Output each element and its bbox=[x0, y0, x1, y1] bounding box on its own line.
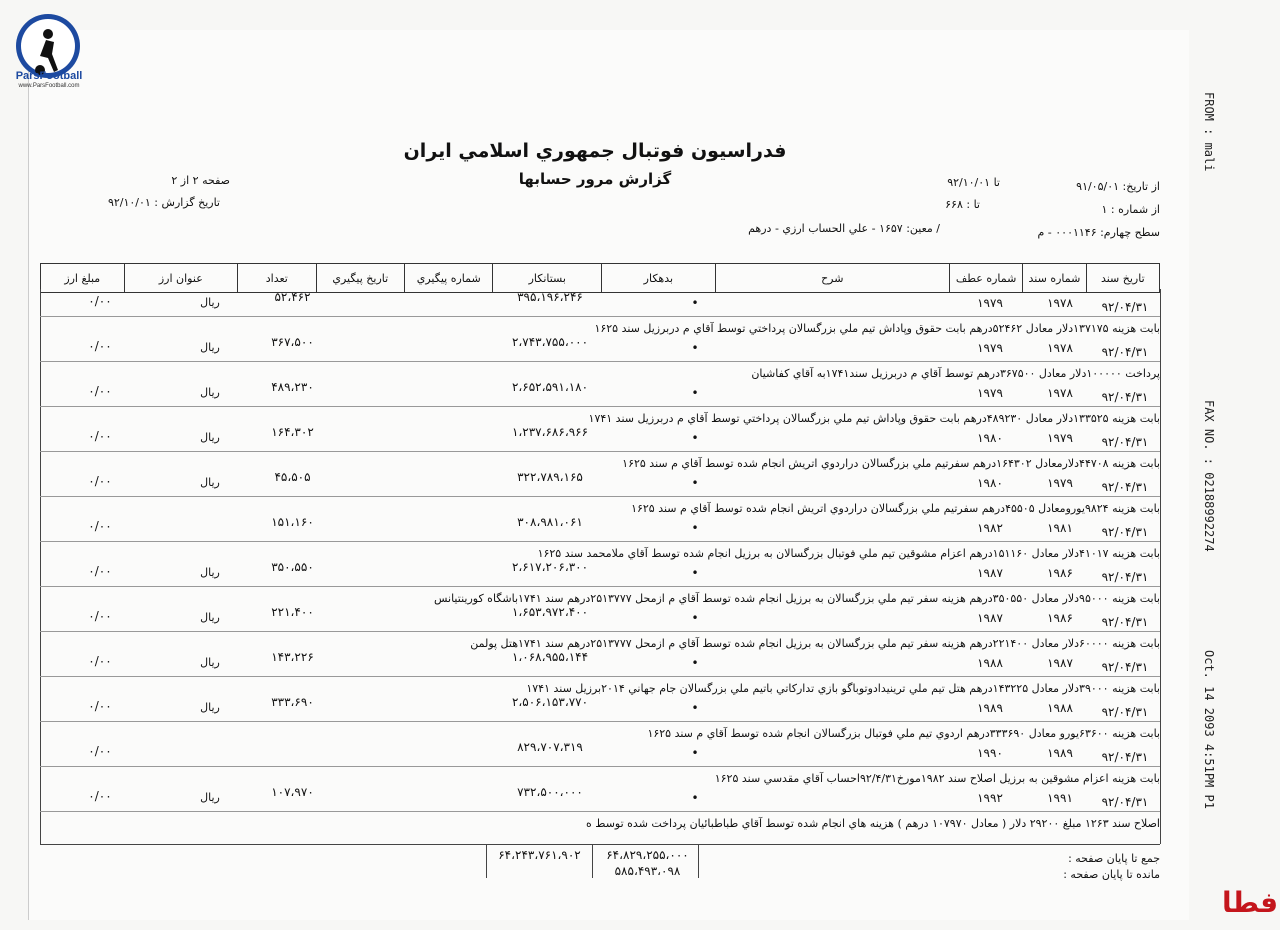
row-description: بابت هزينه ۱۳۷۱۷۵دلار معادل ۵۲۴۶۲درهم بابت حقوق وپاداش تيم ملي بزرگسالان پرداختي توسط آقاي م دربرزيل سند ۱۶۲۵ bbox=[594, 322, 1160, 335]
row-currency-amount: ۰/۰۰ bbox=[88, 609, 112, 623]
row-divider bbox=[40, 721, 1160, 722]
col-credit: بستانكار bbox=[493, 264, 602, 293]
row-count: ۲۲۱،۴۰۰ bbox=[271, 605, 314, 619]
row-ref-number: ۱۹۸۹ bbox=[977, 701, 1003, 715]
row-doc-date: ۹۲/۰۴/۳۱ bbox=[1101, 795, 1149, 809]
row-debit: • bbox=[691, 566, 699, 580]
row-description: بابت هزينه ۹۸۲۴يورومعادل ۴۵۵۰۵درهم سفرتيم ملي بزرگسالان دراردوي اتريش انجام شده توسط آقاي م سند ۱۶۲۵ bbox=[631, 502, 1160, 515]
col-doc-number: شماره سند bbox=[1023, 264, 1086, 293]
row-currency: ريال bbox=[200, 341, 220, 354]
report-date: تاريخ گزارش : ۹۲/۱۰/۰۱ bbox=[107, 196, 220, 209]
row-debit: • bbox=[691, 746, 699, 760]
row-count: ۳۶۷،۵۰۰ bbox=[271, 335, 314, 349]
row-divider bbox=[40, 541, 1160, 542]
row-count: ۱۴۳،۲۲۶ bbox=[271, 650, 314, 664]
watermark-logo: فطا bbox=[1222, 886, 1279, 919]
row-description: بابت هزينه ۹۵۰۰۰دلار معادل ۳۵۰۵۵۰درهم هزينه سفر تيم ملي بزرگسالان به برزيل انجام شده توسط آقاي م ازمحل ۲۵۱۳۷۷۷درهم سند ۱۷۴۱باشگاه كورينتيانس bbox=[434, 592, 1160, 605]
row-count: ۱۶۴،۳۰۲ bbox=[271, 425, 314, 439]
from-date: از تاريخ: ۹۱/۰۵/۰۱ bbox=[1076, 180, 1160, 193]
row-debit: • bbox=[691, 386, 699, 400]
row-doc-number: ۱۹۸۸ bbox=[1047, 701, 1073, 715]
row-currency-amount: ۰/۰۰ bbox=[88, 564, 112, 578]
row-currency-amount: ۰/۰۰ bbox=[88, 654, 112, 668]
row-credit: ۱،۶۵۳،۹۷۲،۴۰۰ bbox=[511, 605, 589, 619]
row-currency: ريال bbox=[200, 656, 220, 669]
row-credit: ۳۲۲،۷۸۹،۱۶۵ bbox=[517, 470, 583, 484]
row-doc-date: ۹۲/۰۴/۳۱ bbox=[1101, 525, 1149, 539]
row-ref-number: ۱۹۸۰ bbox=[977, 476, 1003, 490]
page-title: فدراسيون فوتبال جمهوري اسلامي ايران bbox=[403, 140, 787, 162]
level4-code: سطح چهارم: ۰۰۰۱۱۴۶ - م bbox=[1037, 226, 1160, 239]
row-doc-date: ۹۲/۰۴/۳۱ bbox=[1101, 750, 1149, 764]
row-currency-amount: ۰/۰۰ bbox=[88, 789, 112, 803]
row-currency-amount: ۰/۰۰ bbox=[88, 339, 112, 353]
row-ref-number: ۱۹۷۹ bbox=[977, 386, 1003, 400]
row-currency: ريال bbox=[200, 611, 220, 624]
row-currency: ريال bbox=[200, 386, 220, 399]
to-date: تا ۹۲/۱۰/۰۱ bbox=[947, 176, 1000, 189]
row-divider bbox=[40, 766, 1160, 767]
row-credit: ۲،۶۱۷،۲۰۶،۳۰۰ bbox=[511, 560, 589, 574]
row-description: بابت هزينه ۱۳۳۵۲۵دلار معادل ۴۸۹۲۳۰درهم بابت حقوق وپاداش تيم ملي بزرگسالان پرداختي توسط آقاي م دربرزيل سند ۱۷۴۱ bbox=[588, 412, 1160, 425]
row-currency: ريال bbox=[200, 296, 220, 309]
to-number: تا : ۶۶۸ bbox=[945, 198, 980, 211]
row-currency: ريال bbox=[200, 566, 220, 579]
row-credit: ۲،۷۴۳،۷۵۵،۰۰۰ bbox=[511, 335, 589, 349]
row-currency-amount: ۰/۰۰ bbox=[88, 384, 112, 398]
row-divider bbox=[40, 586, 1160, 587]
row-count: ۱۵۱،۱۶۰ bbox=[271, 515, 314, 529]
row-divider bbox=[40, 361, 1160, 362]
page-total-label: جمع تا پايان صفحه : bbox=[1068, 852, 1160, 865]
row-divider bbox=[40, 316, 1160, 317]
row-divider bbox=[40, 496, 1160, 497]
row-credit: ۲،۶۵۲،۵۹۱،۱۸۰ bbox=[511, 380, 589, 394]
row-currency: ريال bbox=[200, 701, 220, 714]
row-debit: • bbox=[691, 656, 699, 670]
row-description: بابت هزينه ۴۴۷۰۸دلارمعادل ۱۶۴۳۰۲درهم سفرتيم ملي بزرگسالان دراردوي اتريش انجام شده توسط آقاي م سند ۱۶۲۵ bbox=[622, 457, 1160, 470]
col-ref-number: شماره عطف bbox=[949, 264, 1022, 293]
row-debit: • bbox=[691, 341, 699, 355]
row-description: بابت هزينه اعزام مشوقين به برزيل اصلاح سند ۱۹۸۲مورخ۹۲/۴/۳۱احساب آقاي مقدسي سند ۱۶۲۵ bbox=[714, 772, 1160, 785]
row-doc-date: ۹۲/۰۴/۳۱ bbox=[1101, 705, 1149, 719]
row-ref-number: ۱۹۸۷ bbox=[977, 566, 1003, 580]
row-credit: ۳۹۵،۱۹۶،۲۴۶ bbox=[517, 290, 583, 304]
page-total-credit: ۶۴،۲۴۳،۷۶۱،۹۰۲ bbox=[498, 848, 581, 862]
row-divider bbox=[40, 451, 1160, 452]
col-doc-date: تاريخ سند bbox=[1086, 264, 1159, 293]
row-divider bbox=[40, 811, 1160, 812]
row-divider bbox=[40, 631, 1160, 632]
row-ref-number: ۱۹۷۹ bbox=[977, 341, 1003, 355]
row-doc-date: ۹۲/۰۴/۳۱ bbox=[1101, 300, 1149, 314]
row-debit: • bbox=[691, 791, 699, 805]
row-doc-date: ۹۲/۰۴/۳۱ bbox=[1101, 660, 1149, 674]
row-doc-number: ۱۹۸۶ bbox=[1047, 611, 1073, 625]
row-ref-number: ۱۹۹۰ bbox=[977, 746, 1003, 760]
row-doc-date: ۹۲/۰۴/۳۱ bbox=[1101, 345, 1149, 359]
totals-divider bbox=[40, 844, 1160, 845]
row-doc-number: ۱۹۷۸ bbox=[1047, 296, 1073, 310]
fax-number: FAX NO. : 02188992274 bbox=[1202, 400, 1216, 552]
row-ref-number: ۱۹۸۸ bbox=[977, 656, 1003, 670]
row-currency: ريال bbox=[200, 476, 220, 489]
from-number: از شماره : ۱ bbox=[1101, 203, 1160, 216]
row-doc-date: ۹۲/۰۴/۳۱ bbox=[1101, 390, 1149, 404]
row-credit: ۳۰۸،۹۸۱،۰۶۱ bbox=[517, 515, 583, 529]
row-doc-number: ۱۹۸۱ bbox=[1047, 521, 1073, 535]
logo-name: ParsFootball bbox=[15, 70, 83, 82]
col-count: تعداد bbox=[238, 264, 316, 293]
ledger-header bbox=[40, 263, 1160, 293]
level4-account: / معين: ۱۶۵۷ - علي الحساب ارزي - درهم bbox=[748, 222, 940, 235]
row-doc-number: ۱۹۹۱ bbox=[1047, 791, 1073, 805]
row-credit: ۱،۰۶۸،۹۵۵،۱۴۴ bbox=[511, 650, 589, 664]
row-credit: ۱،۲۳۷،۶۸۶،۹۶۶ bbox=[511, 425, 589, 439]
row-ref-number: ۱۹۷۹ bbox=[977, 296, 1003, 310]
row-credit: ۷۳۲،۵۰۰،۰۰۰ bbox=[517, 785, 583, 799]
fax-date: Oct. 14 2093 4:51PM P1 bbox=[1202, 650, 1216, 809]
row-doc-number: ۱۹۸۷ bbox=[1047, 656, 1073, 670]
row-currency: ريال bbox=[200, 791, 220, 804]
row-debit: • bbox=[691, 611, 699, 625]
row-count: ۳۵۰،۵۵۰ bbox=[271, 560, 314, 574]
row-credit: ۲،۵۰۶،۱۵۳،۷۷۰ bbox=[511, 695, 589, 709]
totals-sep-1 bbox=[592, 844, 593, 878]
col-tracking-date: تاريخ پيگيري bbox=[316, 264, 404, 293]
fax-from: FROM : mali bbox=[1202, 92, 1216, 172]
col-currency-amount: مبلغ ارز bbox=[41, 264, 125, 293]
row-credit: ۸۲۹،۷۰۷،۳۱۹ bbox=[517, 740, 583, 754]
row-debit: • bbox=[691, 476, 699, 490]
row-doc-date: ۹۲/۰۴/۳۱ bbox=[1101, 615, 1149, 629]
row-doc-number: ۱۹۷۸ bbox=[1047, 341, 1073, 355]
row-doc-number: ۱۹۷۹ bbox=[1047, 431, 1073, 445]
row-description: بابت هزينه ۴۱۰۱۷دلار معادل ۱۵۱۱۶۰درهم اعزام مشوقين تيم ملي فوتبال بزرگسالان به برزيل انجام شده توسط آقاي ملامحمد سند ۱۶۲۵ bbox=[537, 547, 1160, 560]
ledger-border-left bbox=[40, 289, 41, 844]
row-count: ۵۲،۴۶۲ bbox=[274, 290, 311, 304]
row-description: بابت هزينه ۳۹۰۰۰دلار معادل ۱۴۳۲۲۵درهم هتل تيم ملي ترينيدادوتوباگو بازي تداركاتي باتيم ملي بزرگسالان جام جهاني ۲۰۱۴برزيل سند ۱۷۴۱ bbox=[526, 682, 1160, 695]
totals-sep-2 bbox=[698, 844, 699, 878]
page-subtitle: گزارش مرور حسابها bbox=[518, 170, 672, 188]
row-description: بابت هزينه ۶۰۰۰۰دلار معادل ۲۲۱۴۰۰درهم هزينه سفر تيم ملي بزرگسالان به برزيل انجام شده توسط آقاي م ازمحل ۲۵۱۳۷۷۷درهم سند ۱۷۴۱هتل پولمن bbox=[470, 637, 1160, 650]
row-currency-amount: ۰/۰۰ bbox=[88, 474, 112, 488]
row-currency-amount: ۰/۰۰ bbox=[88, 429, 112, 443]
row-ref-number: ۱۹۸۷ bbox=[977, 611, 1003, 625]
row-doc-date: ۹۲/۰۴/۳۱ bbox=[1101, 435, 1149, 449]
row-count: ۴۵،۵۰۵ bbox=[274, 470, 311, 484]
balance-label: مانده تا پايان صفحه : bbox=[1063, 868, 1160, 881]
row-count: ۱۰۷،۹۷۰ bbox=[271, 785, 314, 799]
row-doc-number: ۱۹۷۹ bbox=[1047, 476, 1073, 490]
row-currency-amount: ۰/۰۰ bbox=[88, 744, 112, 758]
col-debit: بدهكار bbox=[602, 264, 716, 293]
row-description: بابت هزينه ۶۳۶۰۰يورو معادل ۳۳۳۶۹۰درهم اردوي تيم ملي فوتبال بزرگسالان انجام شده توسط آقاي م سند ۱۶۲۵ bbox=[647, 727, 1160, 740]
row-currency-amount: ۰/۰۰ bbox=[88, 519, 112, 533]
row-ref-number: ۱۹۸۰ bbox=[977, 431, 1003, 445]
logo-url: www.ParsFootball.com bbox=[18, 83, 80, 89]
row-count: ۴۸۹،۲۳۰ bbox=[271, 380, 314, 394]
row-ref-number: ۱۹۹۲ bbox=[977, 791, 1003, 805]
row-debit: • bbox=[691, 431, 699, 445]
totals-sep-3 bbox=[486, 844, 487, 878]
row-currency: ريال bbox=[200, 431, 220, 444]
row-divider bbox=[40, 676, 1160, 677]
row-description: اصلاح سند ۱۲۶۳ مبلغ ۲۹۲۰۰ دلار ( معادل ۱۰۷۹۷۰ درهم ) هزينه هاي انجام شده توسط آقاي طباطبائيان پرداخت شده توسط ه bbox=[586, 817, 1160, 830]
row-description: پرداخت ۱۰۰۰۰۰دلار معادل ۳۶۷۵۰۰درهم توسط آقاي م دربرزيل سند۱۷۴۱به آقاي كفاشيان bbox=[751, 367, 1160, 380]
row-debit: • bbox=[691, 521, 699, 535]
col-currency: عنوان ارز bbox=[124, 264, 238, 293]
row-doc-number: ۱۹۸۹ bbox=[1047, 746, 1073, 760]
page-indicator: صفحه ۲ از ۲ bbox=[171, 174, 230, 187]
page-total-debit: ۶۴،۸۲۹،۲۵۵،۰۰۰ bbox=[606, 848, 689, 862]
row-debit: • bbox=[691, 701, 699, 715]
row-currency-amount: ۰/۰۰ bbox=[88, 294, 112, 308]
row-doc-number: ۱۹۷۸ bbox=[1047, 386, 1073, 400]
col-tracking-number: شماره پيگيري bbox=[405, 264, 493, 293]
row-ref-number: ۱۹۸۲ bbox=[977, 521, 1003, 535]
row-count: ۳۳۳،۶۹۰ bbox=[271, 695, 314, 709]
col-description: شرح bbox=[715, 264, 949, 293]
row-doc-date: ۹۲/۰۴/۳۱ bbox=[1101, 570, 1149, 584]
ledger-border-right bbox=[1160, 289, 1161, 844]
row-debit: • bbox=[691, 296, 699, 310]
balance-value: ۵۸۵،۴۹۳،۰۹۸ bbox=[614, 864, 681, 878]
row-currency-amount: ۰/۰۰ bbox=[88, 699, 112, 713]
row-doc-date: ۹۲/۰۴/۳۱ bbox=[1101, 480, 1149, 494]
row-doc-number: ۱۹۸۶ bbox=[1047, 566, 1073, 580]
row-divider bbox=[40, 406, 1160, 407]
